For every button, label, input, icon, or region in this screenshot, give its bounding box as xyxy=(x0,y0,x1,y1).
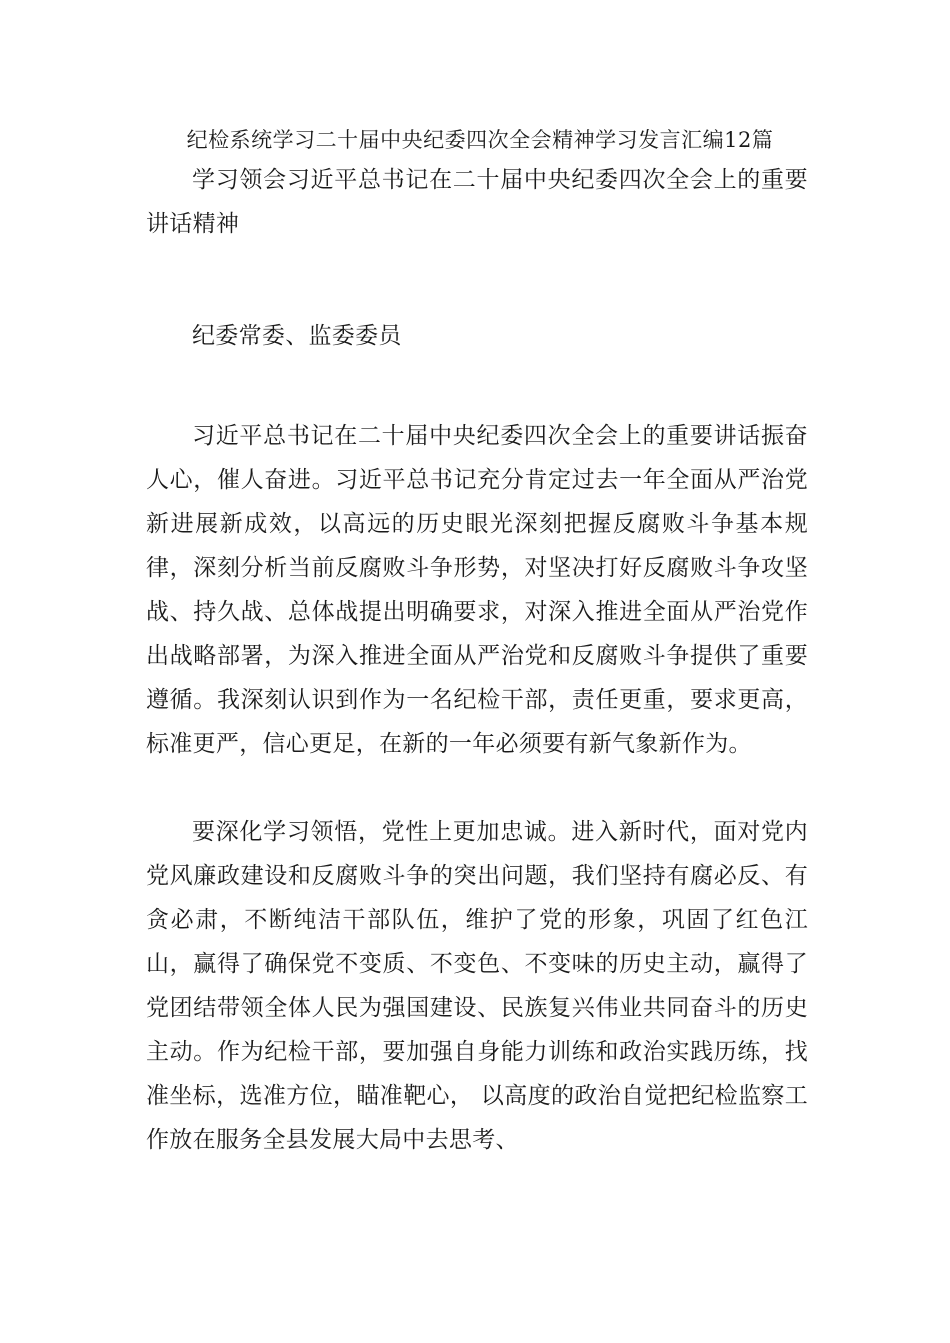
body-paragraph: 习近平总书记在二十届中央纪委四次全会上的重要讲话振奋人心，催人奋进。习近平总书记充分肯定过去一年全面从严治党新进展新成效，以高远的历史眼光深刻把握反腐败斗争基本规律，深刻分析当前反腐败斗争形势，对坚决打好反腐败斗争攻坚战、持久战、总体战提出明确要求，对深入推进全面从严治党作出战略部署，为深入推进全面从严治党和反腐败斗争提供了重要遵循。我深刻认识到作为一名纪检干部，责任更重，要求更高，标准更严，信心更足，在新的一年必须要有新气象新作为。 xyxy=(146,423,808,757)
document-subtitle: 学习领会习近平总书记在二十届中央纪委四次全会上的重要讲话精神 xyxy=(146,167,808,237)
document-title: 纪检系统学习二十届中央纪委四次全会精神学习发言汇编12篇 xyxy=(186,128,774,152)
body-paragraph: 要深化学习领悟，党性上更加忠诚。进入新时代，面对党内党风廉政建设和反腐败斗争的突出问题，我们坚持有腐必反、有贪必肃，不断纯洁干部队伍，维护了党的形象，巩固了红色江山，赢得了确保党不变质、不变色、不变味的历史主动，赢得了党团结带领全体人民为强国建设、民族复兴伟业共同奋斗的历史主动。作为纪检干部，要加强自身能力训练和政治实践历练，找准坐标，选准方位，瞄准靶心， 以高度的政治自觉把纪检监察工作放在服务全县发展大局中去思考、 xyxy=(146,819,808,1153)
author-line: 纪委常委、监委委员 xyxy=(192,323,402,349)
